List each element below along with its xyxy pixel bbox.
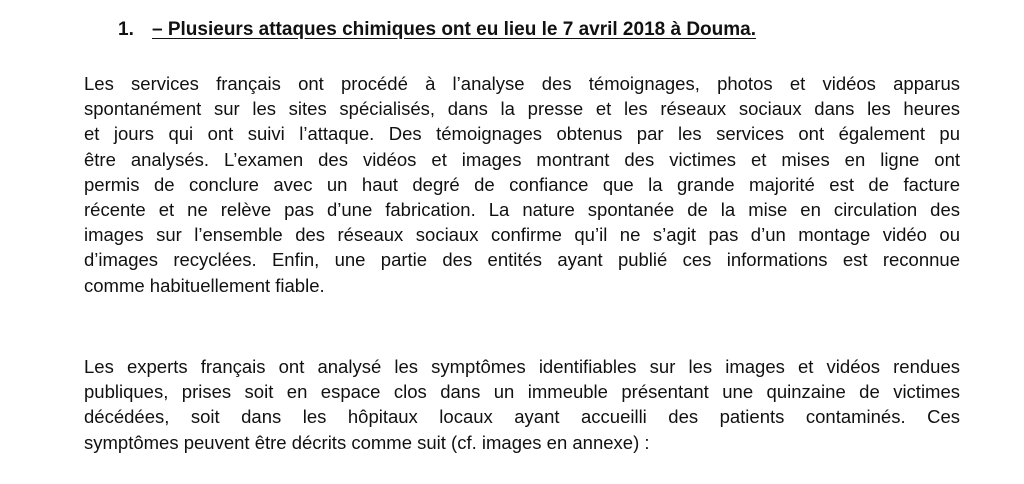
- paragraph-line: images sur l’ensemble des réseaux sociaux confirme qu’il ne s’agit pas d’un montage vidéo ou: [84, 224, 960, 246]
- section-title: – Plusieurs attaques chimiques ont eu lieu le 7 avril 2018 à Douma.: [152, 19, 757, 40]
- paragraph-line: permis de conclure avec un haut degré de confiance que la grande majorité est de facture: [84, 173, 960, 195]
- paragraph-line: décédées, soit dans les hôpitaux locaux ayant accueilli des patients contaminés. Ces: [84, 406, 960, 428]
- paragraph-line: récente et ne relève pas d’une fabrication. La nature spontanée de la mise en circulation des: [84, 199, 960, 221]
- paragraph-line: comme habituellement fiable.: [84, 274, 325, 296]
- paragraph-line: et jours qui ont suivi l’attaque. Des témoignages obtenus par les services ont également pu: [84, 123, 960, 145]
- paragraph-line: être analysés. L’examen des vidéos et images montrant des victimes et mises en ligne ont: [84, 148, 960, 170]
- paragraph-line: publiques, prises soit en espace clos dans un immeuble présentant une quinzaine de victimes: [84, 381, 960, 403]
- paragraph-line: d’images recyclées. Enfin, une partie des entités ayant publié ces informations est reconnue: [84, 249, 960, 271]
- paragraph-line: Les experts français ont analysé les symptômes identifiables sur les images et vidéos rendues: [84, 356, 960, 377]
- section-number: 1.: [118, 19, 134, 40]
- paragraph-1: [84, 71, 960, 298]
- paragraph-line: Les services français ont procédé à l’analyse des témoignages, photos et vidéos apparus: [84, 73, 960, 94]
- paragraph-line: symptômes peuvent être décrits comme suit (cf. images en annexe) :: [84, 431, 650, 453]
- paragraph-line: spontanément sur les sites spécialisés, dans la presse et les réseaux sociaux dans les heures: [84, 98, 960, 120]
- section-heading: [118, 17, 756, 43]
- paragraph-2: [84, 354, 960, 455]
